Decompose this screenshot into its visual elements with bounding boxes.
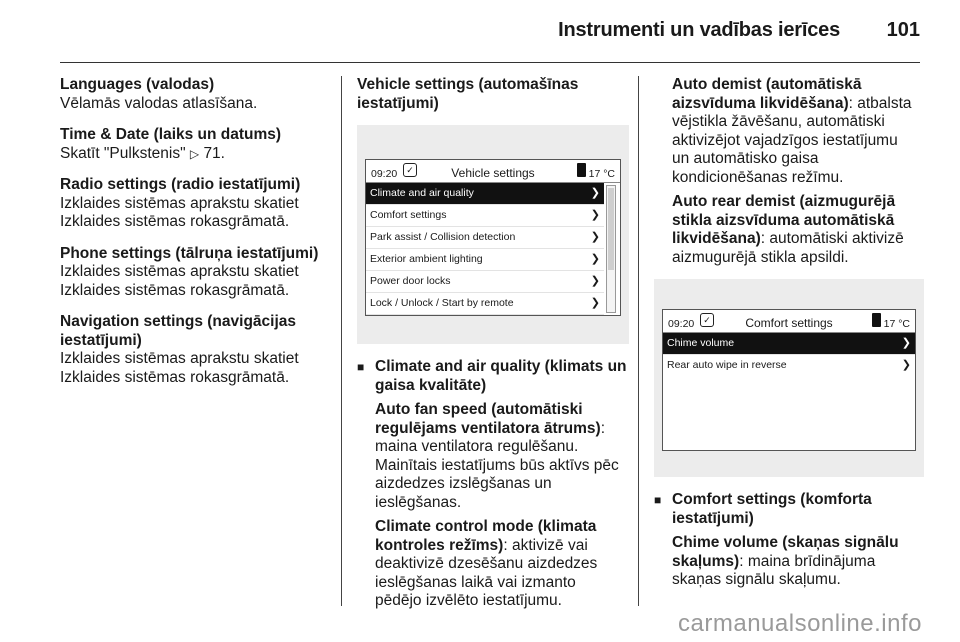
clock: 09:20	[668, 318, 695, 330]
chevron-right-icon: ❯	[590, 253, 600, 265]
section-title: Navigation settings (navigācijas	[60, 313, 297, 330]
menu-item-door-locks[interactable]: Power door locks ❯	[366, 271, 604, 293]
menu-item-rear-auto-wipe[interactable]: Rear auto wipe in reverse ❯	[663, 355, 915, 376]
section-time-date: Time & Date (laiks un datums) Skatīt "Pulkstenis" ▷ 71.	[60, 126, 332, 163]
screen-header	[663, 310, 915, 333]
screen-title: Comfort settings	[745, 316, 833, 330]
section-title: Phone settings (tālruņa iestatījumi)	[60, 244, 319, 262]
scrollbar[interactable]	[606, 185, 616, 313]
subsection-auto-fan: Auto fan speed (automātiski regulējams ventilatora ātrums): maina ventilatora regulēšanu. Mainītais iestatījums būs aktīvs pēc aizdedzes izslēgšanas un ieslēgšanas.	[375, 401, 619, 511]
display-screen	[365, 159, 621, 316]
check-icon: ✓	[700, 313, 714, 327]
header-title: Instrumenti un vadības ierīces	[558, 19, 840, 41]
column-3	[654, 76, 924, 590]
chevron-right-icon: ❯	[590, 297, 600, 309]
check-icon: ✓	[403, 163, 417, 177]
section-title: Time & Date (laiks un datums)	[60, 126, 282, 143]
menu-list	[366, 183, 620, 315]
empty-area	[663, 376, 915, 450]
clock: 09:20	[371, 168, 398, 180]
page-number: 101	[886, 19, 920, 41]
column-2	[357, 76, 629, 611]
menu-item-exterior-lighting[interactable]: Exterior ambient lighting ❯	[366, 249, 604, 271]
menu-list	[663, 333, 915, 450]
menu-item-lock-unlock[interactable]: Lock / Unlock / Start by remote ❯	[366, 293, 604, 315]
chevron-right-icon: ❯	[901, 337, 911, 349]
display-screen	[662, 309, 916, 451]
menu-item-chime-volume[interactable]: Chime volume ❯	[663, 333, 915, 355]
comfort-settings-screenshot	[654, 279, 924, 477]
watermark: carmanualsonline.info	[678, 610, 922, 637]
menu-item-climate[interactable]: Climate and air quality ❯	[366, 183, 604, 205]
section-title: Languages (valodas)	[60, 76, 215, 93]
section-heading: Vehicle settings (automašīnas	[357, 76, 579, 93]
chevron-right-icon: ❯	[590, 275, 600, 287]
column-1	[60, 76, 332, 400]
section-navigation-settings: Navigation settings (navigācijas iestatījumi) Izklaides sistēmas aprakstu skatiet Izklaides sistēmas rokasgrāmatā.	[60, 313, 332, 387]
screen-title: Vehicle settings	[451, 166, 535, 180]
page-ref-arrow-icon: ▷	[189, 146, 200, 161]
screen-header	[366, 160, 620, 183]
chevron-right-icon: ❯	[590, 209, 600, 221]
section-heading: iestatījumi)	[357, 94, 439, 112]
section-languages: Languages (valodas) Vēlamās valodas atlasīšana.	[60, 76, 332, 113]
subsection-climate-mode: Climate control mode (klimata kontroles režīms): aktivizē vai deaktivizē dzesēšanu aizdedzes ieslēgšanas laikā vai izmanto pēdējo izvēlēto iestatījumu.	[375, 518, 598, 609]
scrollbar-thumb[interactable]	[608, 188, 614, 270]
subsection-auto-rear-demist: Auto rear demist (aizmugurējā stikla aizsvīduma automātiskā likvidēšana): automātiski aktivizē aizmugurējā stikla apsildi.	[672, 193, 904, 266]
menu-item-comfort[interactable]: Comfort settings ❯	[366, 205, 604, 227]
temperature: 17 °C	[588, 168, 615, 180]
column-divider	[341, 76, 342, 606]
chevron-right-icon: ❯	[590, 231, 600, 243]
menu-item-park-assist[interactable]: Park assist / Collision detection ❯	[366, 227, 604, 249]
section-title: iestatījumi)	[60, 331, 142, 349]
subsection-auto-demist: Auto demist (automātiskā aizsvīduma likvidēšana): atbalsta vējstikla žāvēšanu, automātiski aktivizējot vajadzīgos iestatījumu un automātisko gaisa kondicionēšanas režīmu.	[672, 76, 912, 186]
temperature: 17 °C	[883, 318, 910, 330]
column-divider	[638, 76, 639, 606]
phone-icon	[577, 163, 586, 177]
bullet-comfort: ■ Comfort settings (komforta iestatījumi)	[654, 491, 924, 528]
chevron-right-icon: ❯	[590, 187, 600, 199]
phone-icon	[872, 313, 881, 327]
page-header	[60, 0, 920, 63]
vehicle-settings-screenshot	[357, 125, 629, 344]
section-title: Radio settings (radio iestatījumi)	[60, 176, 301, 193]
chevron-right-icon: ❯	[901, 359, 911, 371]
section-phone-settings: Phone settings (tālruņa iestatījumi) Izklaides sistēmas aprakstu skatiet Izklaides sistēmas rokasgrāmatā.	[60, 245, 332, 301]
bullet-climate: ■ Climate and air quality (klimats un gaisa kvalitāte)	[357, 358, 629, 395]
section-radio-settings: Radio settings (radio iestatījumi) Izklaides sistēmas aprakstu skatiet Izklaides sistēmas rokasgrāmatā.	[60, 176, 332, 232]
subsection-chime-volume: Chime volume (skaņas signālu skaļums): maina brīdinājuma skaņas signālu skaļumu.	[672, 534, 899, 588]
